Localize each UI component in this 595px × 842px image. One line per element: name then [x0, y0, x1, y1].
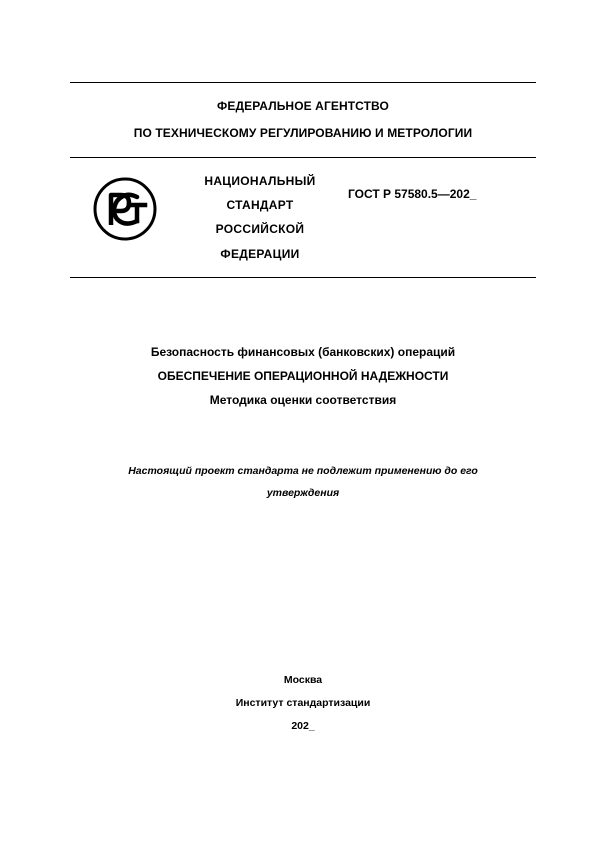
agency-name-line-2: ПО ТЕХНИЧЕСКОМУ РЕГУЛИРОВАНИЮ И МЕТРОЛОГИИ [133, 126, 473, 140]
publisher-name: Институт стандартизации [235, 697, 371, 709]
standard-type-line-2: СТАНДАРТ [226, 198, 294, 212]
document-title-subtitle: Методика оценки соответствия [209, 393, 397, 407]
top-rule [70, 82, 536, 83]
document-title-main: ОБЕСПЕЧЕНИЕ ОПЕРАЦИОННОЙ НАДЕЖНОСТИ [157, 369, 449, 383]
standard-type-line-3: РОССИЙСКОЙ [215, 222, 305, 236]
publication-city: Москва [283, 674, 323, 686]
rst-certification-mark-icon [93, 177, 157, 241]
header-divider [70, 157, 536, 158]
draft-notice-line-2: утверждения [266, 487, 340, 499]
standard-number: ГОСТ Р 57580.5—202_ [348, 187, 477, 201]
draft-notice-line-1: Настоящий проект стандарта не подлежит применению до его [128, 465, 478, 477]
standard-block-divider [70, 277, 536, 278]
standard-type-line-4: ФЕДЕРАЦИИ [220, 247, 300, 261]
standard-type-line-1: НАЦИОНАЛЬНЫЙ [204, 174, 316, 188]
publication-year: 202_ [291, 720, 315, 732]
agency-name-line-1: ФЕДЕРАЛЬНОЕ АГЕНТСТВО [217, 99, 389, 113]
document-title-line-1: Безопасность финансовых (банковских) операций [150, 345, 456, 359]
